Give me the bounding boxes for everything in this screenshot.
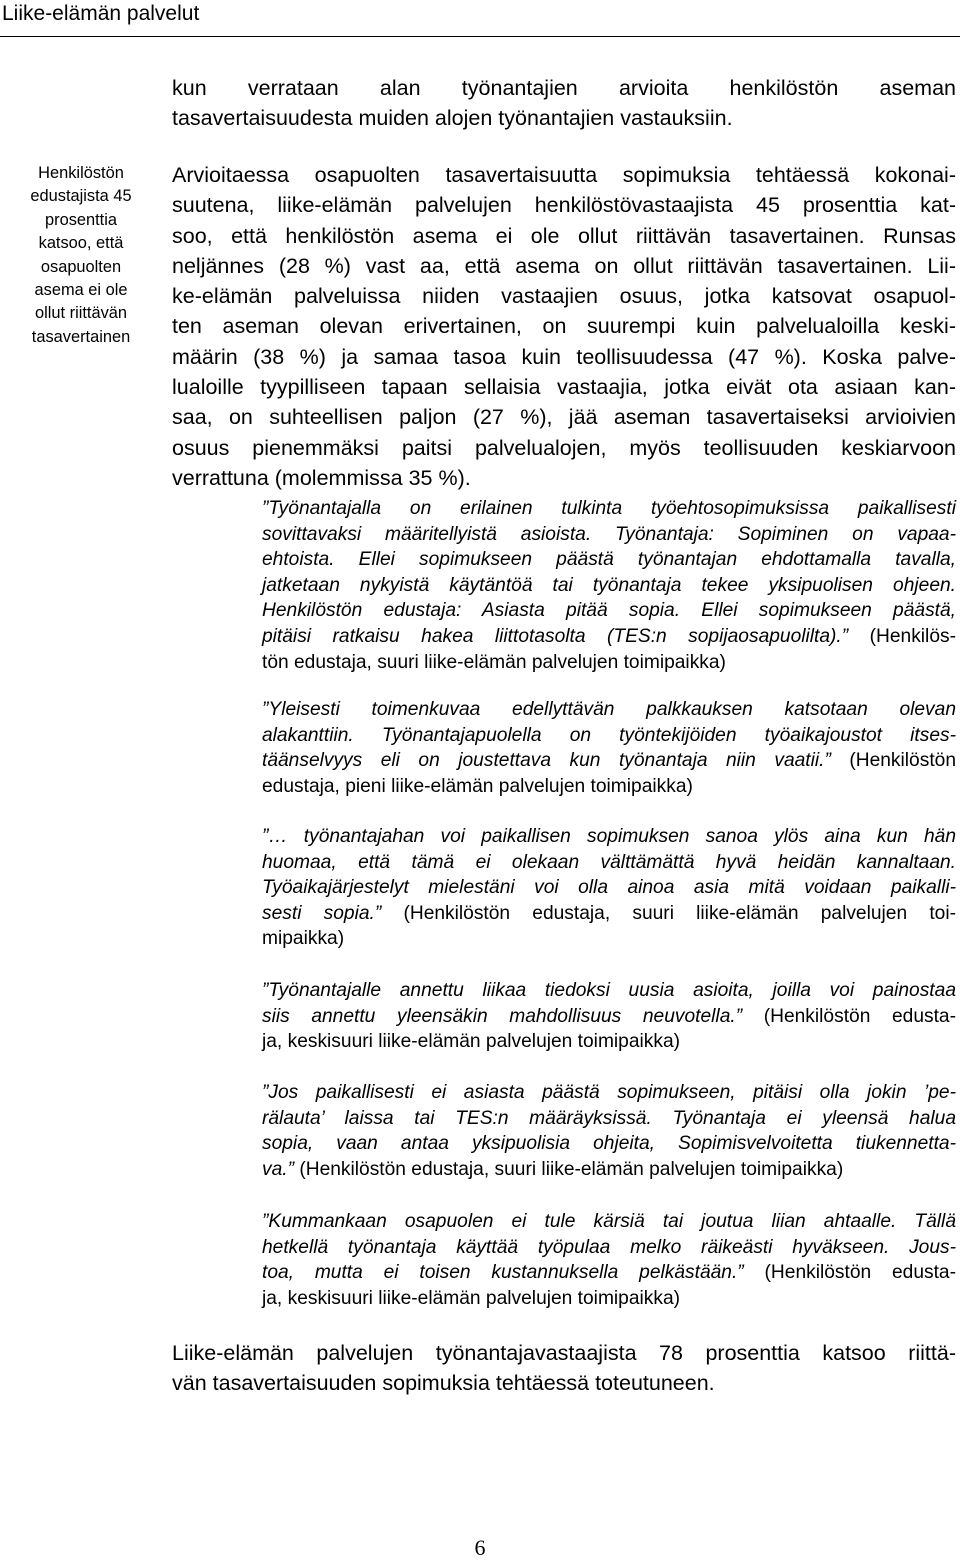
quote-attribution: (Henkilöstön edusta- — [743, 1262, 956, 1284]
quote-line — [262, 1029, 956, 1055]
quote-line — [262, 1131, 956, 1157]
quote-attribution: (Henkilöstön edustaja, suuri liike-elämän palvelujen toi- — [381, 902, 956, 924]
margin-note-line: asema ei ole — [34, 281, 128, 300]
quote-line — [262, 547, 956, 573]
margin-note-line: Henkilöstön — [38, 164, 124, 182]
quote-text: sesti sopia.” — [262, 902, 382, 924]
margin-note-line: prosenttia — [45, 210, 117, 229]
body-line: ke-elämän palveluissa niiden vastaajien osuus, jotka katsovat osapuol- — [172, 284, 956, 309]
margin-note-line: osapuolten — [40, 257, 122, 276]
quote-text: sopia, vaan antaa yksipuolisia ohjeita, Sopimisvelvoitetta tiukennetta- — [262, 1133, 956, 1155]
body-line: neljännes (28 %) vast aa, että asema on ollut riittävän tasavertainen. Lii- — [172, 253, 956, 278]
quote-line — [262, 901, 956, 927]
body-line: saa, on suhteellisen paljon (27 %), jää aseman tasavertaiseksi arvioivien — [172, 405, 956, 430]
quote-line — [262, 1106, 956, 1132]
quote-line — [262, 1260, 956, 1286]
quote-text: ehtoista. Ellei sopimukseen päästä työnantajan ehdottamalla tavalla, — [262, 549, 956, 571]
quote-line — [262, 697, 956, 723]
body-line: suutena, liike-elämän palvelujen henkilöstövastaajista 45 prosenttia kat- — [172, 193, 956, 218]
body-line: verrattuna (molemmissa 35 %). — [172, 465, 471, 490]
quote-text: ”Jos paikallisesti ei asiasta päästä sopimukseen, pitäisi olla jokin ’pe- — [262, 1082, 956, 1103]
quote-line — [262, 1080, 956, 1106]
body-line: osuus pienemmäksi paitsi palvelualojen, myös teollisuuden keskiarvoon — [172, 435, 956, 460]
quote-text: rälauta’ laissa tai TES:n määräyksissä. Työnantaja ei yleensä halua — [262, 1107, 956, 1129]
header-divider — [0, 36, 960, 37]
quote-line — [262, 774, 956, 800]
body-line: Arvioitaessa osapuolten tasavertaisuutta sopimuksia tehtäessä kokonai- — [172, 163, 956, 187]
quote-attribution: (Henkilöstön — [830, 750, 956, 772]
closing-line: vän tasavertaisuuden sopimuksia tehtäessä toteutuneen. — [172, 1371, 715, 1396]
quote-line — [262, 1004, 956, 1030]
margin-note-line: ollut riittävän — [34, 304, 127, 323]
quote-block-5 — [262, 1080, 956, 1182]
header-title: Liike-elämän palvelut — [2, 2, 200, 25]
closing-line: Liike-elämän palvelujen työnantajavastaajista 78 prosenttia katsoo riittä- — [172, 1341, 956, 1365]
quote-text: ”Yleisesti toimenkuvaa edellyttävän palkkauksen katsotaan olevan — [262, 699, 956, 720]
quote-text: toa, mutta ei toisen kustannuksella pelkästään.” — [262, 1262, 744, 1284]
quote-attribution: (Henkilöstön edusta- — [742, 1005, 956, 1027]
intro-paragraph — [172, 73, 956, 134]
quote-attribution: mipaikka) — [262, 928, 345, 950]
quote-text: täänselvyys eli on joustettava kun työnantaja niin vaatii.” — [262, 750, 831, 772]
quote-block-1 — [262, 496, 956, 675]
body-line: ten aseman olevan erivertainen, on suurempi kuin palvelualoilla keski- — [172, 314, 956, 339]
quote-text: huomaa, että tämä ei olekaan välttämättä hyvä heidän kannaltaan. — [262, 851, 956, 873]
quote-line — [262, 573, 956, 599]
quote-attribution: (Henkilöstön edustaja, suuri liike-elämän palvelujen toimipaikka) — [294, 1158, 844, 1180]
margin-note-line: tasavertainen — [31, 327, 131, 346]
quote-attribution: edustaja, pieni liike-elämän palvelujen toimipaikka) — [262, 775, 693, 797]
quote-block-3 — [262, 824, 956, 952]
quote-attribution: ja, keskisuuri liike-elämän palvelujen toimipaikka) — [262, 1031, 681, 1053]
quote-block-2 — [262, 697, 956, 799]
quote-line — [262, 1286, 956, 1312]
quote-line — [262, 496, 956, 522]
quote-attribution: ja, keskisuuri liike-elämän palvelujen toimipaikka) — [262, 1287, 681, 1309]
intro-line: tasavertaisuudesta muiden alojen työnantajien vastauksiin. — [172, 106, 733, 131]
quote-line — [262, 748, 956, 774]
quote-line — [262, 1157, 956, 1183]
quote-text: ”Työnantajalla on erilainen tulkinta työehtosopimuksissa paikallisesti — [262, 498, 956, 519]
quote-text: ”Kummankaan osapuolen ei tule kärsiä tai joutua liian ahtaalle. Tällä — [262, 1211, 956, 1232]
quote-text: ”… työnantajahan voi paikallisen sopimuksen sanoa ylös aina kun hän — [262, 826, 956, 847]
quote-line — [262, 650, 956, 676]
margin-note — [12, 162, 150, 349]
intro-line: kun verrataan alan työnantajien arvioita henkilöstön aseman — [172, 76, 956, 100]
page-number: 6 — [474, 1535, 486, 1560]
quote-line — [262, 824, 956, 850]
quote-text: ”Työnantajalle annettu liikaa tiedoksi uusia asioita, joilla voi painostaa — [262, 980, 956, 1001]
margin-note-line: edustajista 45 — [30, 187, 132, 206]
quote-text: alakanttiin. Työnantajapuolella on työntekijöiden työaikajoustot itses- — [262, 724, 956, 746]
quote-line — [262, 522, 956, 548]
body-paragraph — [172, 160, 956, 493]
quote-text: hetkellä työnantaja käyttää työpulaa melko räikeästi hyväkseen. Jous- — [262, 1236, 956, 1258]
quote-block-4 — [262, 978, 956, 1055]
margin-note-line: katsoo, että — [38, 234, 124, 253]
body-line: soo, että henkilöstön asema ei ole ollut riittävän tasavertainen. Runsas — [172, 223, 956, 248]
quote-text: pitäisi ratkaisu hakea liittotasolta (TES:n sopijaosapuolilta).” — [262, 625, 849, 647]
quote-line — [262, 850, 956, 876]
quote-line — [262, 1209, 956, 1235]
body-line: määrin (38 %) ja samaa tasoa kuin teollisuudessa (47 %). Koska palve- — [172, 344, 956, 369]
quote-line — [262, 1235, 956, 1261]
quote-block-6 — [262, 1209, 956, 1311]
quote-attribution: tön edustaja, suuri liike-elämän palvelujen toimipaikka) — [262, 651, 726, 673]
quote-text: sovittavaksi määritellyistä asioista. Työnantaja: Sopiminen on vapaa- — [262, 523, 956, 545]
quote-line — [262, 978, 956, 1004]
quote-text: va.” — [262, 1158, 294, 1180]
quote-text: Työaikajärjestelyt mielestäni voi olla ainoa asia mitä voidaan paikalli- — [262, 877, 956, 899]
quote-attribution: (Henkilös- — [848, 625, 956, 647]
quote-line — [262, 926, 956, 952]
quote-line — [262, 723, 956, 749]
quote-text: siis annettu yleensäkin mahdollisuus neuvotella.” — [262, 1005, 743, 1027]
body-line: lualoille tyypilliseen tapaan sellaisia vastaajia, jotka eivät ota asiaan kan- — [172, 375, 956, 400]
running-header — [0, 0, 960, 28]
closing-paragraph — [172, 1338, 956, 1399]
quote-text: Henkilöstön edustaja: Asiasta pitää sopia. Ellei sopimukseen päästä, — [262, 600, 956, 622]
quote-line — [262, 624, 956, 650]
quote-line — [262, 598, 956, 624]
quote-line — [262, 875, 956, 901]
quote-text: jatketaan nykyistä käytäntöä tai työnantaja tekee yksipuolisen ohjeen. — [262, 574, 956, 596]
